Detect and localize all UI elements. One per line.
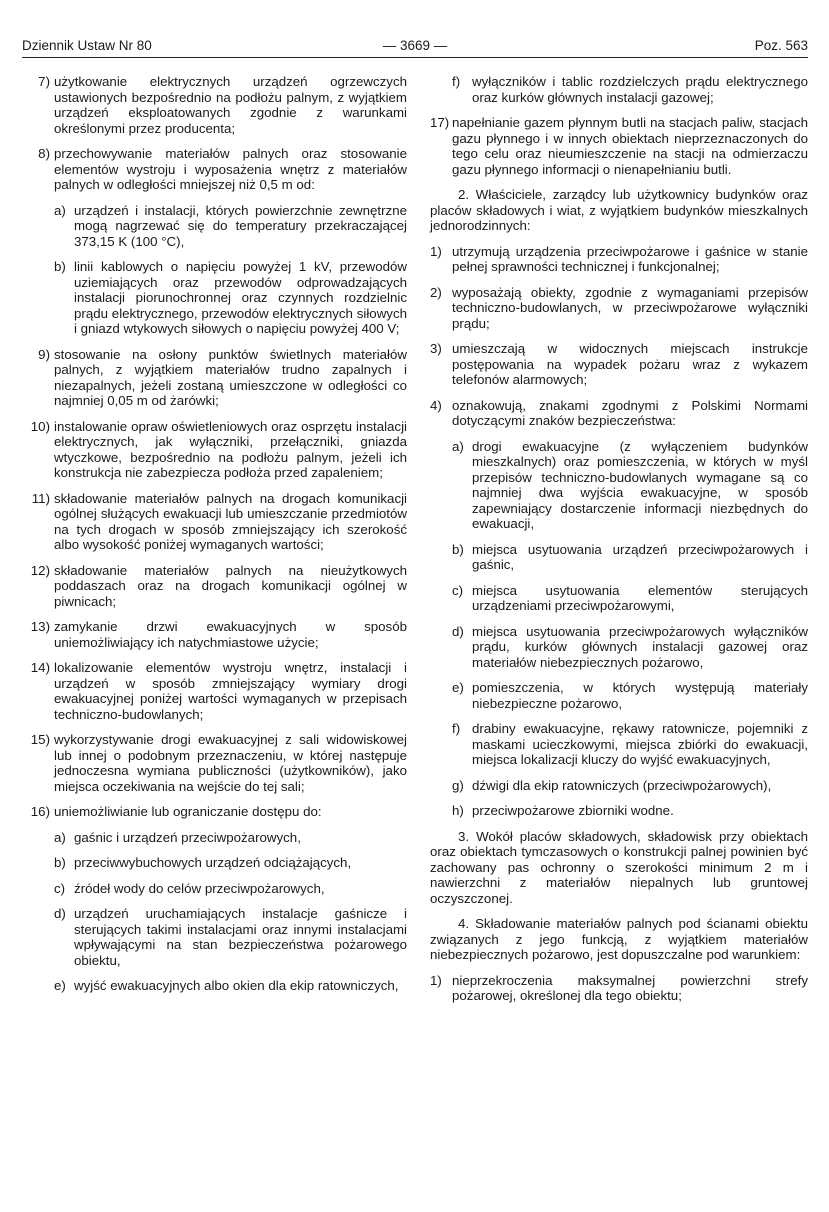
sub-item [452,74,808,105]
list-item [22,732,407,794]
sub-item-letter: f) [452,74,461,89]
item-text: wyposażają obiekty, zgodnie z wymaganiami przepisów techniczno-budowlanych, w przeciwpożarowe wyłączniki prądu; [452,284,808,331]
sub-item-letter: a) [452,438,464,454]
item-number: 1) [430,972,442,988]
sub-item-letter: d) [54,906,66,921]
sub-item-letter: b) [54,259,66,274]
item-number: 15) [30,732,50,747]
list-item [22,491,407,553]
item-number: 14) [30,660,50,675]
sub-item-letter: c) [452,582,464,598]
item-text: zamykanie drzwi ewakuacyjnych w sposób uniemożliwiający ich natychmiastowe użycie; [54,619,407,650]
paragraph-3: 3. Wokół placów składowych, składowisk przy obiektach oraz obiektach tymczasowych o konstrukcji palnej powinien być zachowany pas ochronny o szerokości minimum 2 m i nawierzchni z materiałów niepalnych lub gruntowej oczyszczonej. [430,828,808,906]
sub-item [452,542,808,573]
page-header [22,38,808,58]
sub-item-letter: h) [452,803,464,818]
page-number: — 3669 — [382,38,448,53]
item-number: 2) [430,284,442,300]
sub-item-text: miejsca usytuowania przeciwpożarowych wyłączników prądu, kurków głównych instalacji gazowej oraz materiałów niebezpiecznych pożarowo, [472,623,808,670]
item-text: instalowanie opraw oświetleniowych oraz osprzętu instalacji elektrycznych, jak wyłączniki, przełączniki, gniazda wtyczkowe, bezpośrednio na podłożu palnym, jeżeli ich konstrukcja nie zabezpiecza podłoża przed zapaleniem; [54,418,407,480]
sub-item [452,680,808,711]
list-item [426,398,808,429]
left-column [22,74,407,1004]
list-item [22,74,407,136]
item-text: przechowywanie materiałów palnych oraz stosowanie elementów wystroju i wyposażenia wnętrz z materiałów palnych w odległości mniejszej niż 0,5 m od: [54,146,407,192]
sub-item-text: wyjść ewakuacyjnych albo okien dla ekip ratowniczych, [74,978,399,993]
paragraph-4: 4. Składowanie materiałów palnych pod ścianami obiektu związanych z jego funkcją, z wyjątkiem materiałów niebezpiecznych pożarowo, jest dopuszczalne pod warunkiem: [430,916,808,962]
item-text: utrzymują urządzenia przeciwpożarowe i gaśnice w stanie pełnej sprawności technicznej i funkcjonalnej; [452,243,808,274]
item-number: 17) [430,115,450,130]
list-item [22,563,407,610]
item-text: wykorzystywanie drogi ewakuacyjnej z sali widowiskowej lub innej o podobnym przeznaczeniu, w której następuje jednoczesna wymiana publiczności (użytkowników), jako miejsca oczekiwania na wejście do tej sali; [54,732,407,794]
sub-item [54,906,407,968]
sub-item [452,583,808,614]
sub-item-letter: a) [54,829,66,845]
sub-item [54,881,407,897]
sub-item-text: wyłączników i tablic rozdzielczych prądu elektrycznego oraz kurków głównych instalacji gazowej; [472,74,808,105]
sub-item [452,624,808,671]
sub-item [452,778,808,794]
sub-item [452,721,808,768]
sub-item-letter: b) [452,541,464,557]
sub-item-letter: f) [452,721,461,736]
sub-item-text: miejsca usytuowania elementów sterujących urządzeniami przeciwpożarowymi, [472,582,808,613]
sub-item-letter: c) [54,880,66,896]
sub-item-letter: e) [54,978,66,993]
item-number: 12) [30,562,50,578]
item-number: 4) [430,397,442,413]
sub-item-text: urządzeń uruchamiających instalacje gaśnicze i sterujących takimi instalacjami oraz innymi instalacjami wpływającymi na stan bezpieczeństwa pożarowego obiektu, [74,906,407,968]
item-text: nieprzekroczenia maksymalnej powierzchni strefy pożarowej, określonej dla tego obiektu; [452,972,808,1003]
sub-item-text: dźwigi dla ekip ratowniczych (przeciwpożarowych), [472,777,772,793]
sub-item-letter: b) [54,855,66,870]
item-number: 10) [30,418,50,434]
sub-item [54,259,407,337]
list-item [22,619,407,650]
sub-item-letter: a) [54,202,66,218]
sub-item-text: miejsca usytuowania urządzeń przeciwpożarowych i gaśnic, [472,541,808,572]
item-text: stosowanie na osłony punktów świetlnych materiałów palnych, z wyjątkiem materiałów trudno zapalnych i niezapalnych, jeżeli zostaną umieszczone w odległości co najmniej 0,05 m od żarówki; [54,346,407,408]
item-number: 8) [38,146,50,161]
sub-item [54,830,407,846]
item-text: użytkowanie elektrycznych urządzeń ogrzewczych ustawionych bezpośrednio na podłożu palnym, z wyjątkiem urządzeń eksploatowanych zgodnie z warunkami określonymi przez producenta; [54,74,407,136]
sub-item-text: gaśnic i urządzeń przeciwpożarowych, [74,829,301,845]
journal-title: Dziennik Ustaw Nr 80 [22,38,152,53]
item-text: napełnianie gazem płynnym butli na stacjach paliw, stacjach gazu płynnego i w innych obiektach nieprzeznaczonych do tego celu oraz nieumieszczenie na stacji na odmierzaczu gazu płynnego informacji o nienapełnianiu butli. [452,115,808,177]
item-number: 13) [30,619,50,634]
item-text: składowanie materiałów palnych na drogach komunikacji ogólnej służących ewakuacji lub umieszczanie przedmiotów na tych drogach w sposób zmniejszający ich szerokość albo wysokość poniżej wymaganych wartości; [54,490,407,552]
item-text: umieszczają w widocznych miejscach instrukcje postępowania na wypadek pożaru wraz z wykazem telefonów alarmowych; [452,341,808,387]
list-item [22,419,407,481]
sub-item [452,803,808,819]
sub-item-text: źródeł wody do celów przeciwpożarowych, [74,880,325,896]
list-item [22,804,407,820]
sub-item [54,978,407,994]
list-item [22,660,407,722]
list-item [22,146,407,193]
item-number: 11) [31,490,50,506]
sub-item-text: drogi ewakuacyjne (z wyłączeniem budynków mieszkalnych) oraz pomieszczenia, w których w myśl przepisów techniczno-budowlanych wymagane są co najmniej dwa wyjścia ewakuacyjne, w sposób zapewniający dostarczenie informacji niezbędnych do ewakuacji, [472,438,808,531]
item-number: 3) [430,341,442,356]
item-number: 16) [30,804,50,819]
sub-item-text: linii kablowych o napięciu powyżej 1 kV, przewodów uziemiających oraz przewodów odprowadzających instalacji piorunochronnej oraz czynnych rozdzielnic prądu elektrycznego, przewodów elektrycznych siłowych i gniazd wtykowych siłowych o napięciu powyżej 400 V; [74,259,407,336]
list-item [22,347,407,409]
sub-item-text: przeciwwybuchowych urządzeń odciążających, [74,855,352,870]
sub-item-text: przeciwpożarowe zbiorniki wodne. [472,803,674,818]
list-item [426,341,808,388]
sub-item [54,203,407,250]
right-column [426,74,808,1014]
item-text: uniemożliwianie lub ograniczanie dostępu do: [54,804,322,819]
sub-item-text: drabiny ewakuacyjne, rękawy ratownicze, pojemniki z maskami ucieczkowymi, miejsca zbiórki do ewakuacji, miejsca lokalizacji kluczy do wyjść ewakuacyjnych, [472,721,808,767]
position-number: Poz. 563 [754,38,808,53]
sub-item-text: pomieszczenia, w których występują materiały niebezpieczne pożarowo, [472,680,808,711]
sub-item [54,855,407,871]
sub-item-letter: e) [452,680,464,695]
item-number: 7) [38,74,50,89]
list-item [426,973,808,1004]
list-item [426,244,808,275]
paragraph-2: 2. Właściciele, zarządcy lub użytkownicy budynków oraz placów składowych i wiat, z wyjątkiem budynków mieszkalnych jednorodzinnych: [430,187,808,233]
item-text: oznakowują, znakami zgodnymi z Polskimi Normami dotyczącymi znaków bezpieczeństwa: [452,397,808,428]
list-item [426,285,808,332]
item-number: 9) [38,346,50,362]
sub-item-letter: d) [452,623,464,639]
sub-item-letter: g) [452,777,464,793]
sub-item [452,439,808,532]
list-item [426,115,808,177]
item-text: lokalizowanie elementów wystroju wnętrz, instalacji i urządzeń w sposób zmniejszający wymiary drogi ewakuacyjnej poniżej wartości wymaganych w przepisach techniczno-budowlanych; [54,660,407,722]
sub-item-text: urządzeń i instalacji, których powierzchnie zewnętrzne mogą nagrzewać się do temperatury przekraczającej 373,15 K (100 °C), [74,202,407,249]
item-number: 1) [430,243,442,259]
item-text: składowanie materiałów palnych na nieużytkowych poddaszach oraz na drogach komunikacji ogólnej w piwnicach; [54,562,407,609]
